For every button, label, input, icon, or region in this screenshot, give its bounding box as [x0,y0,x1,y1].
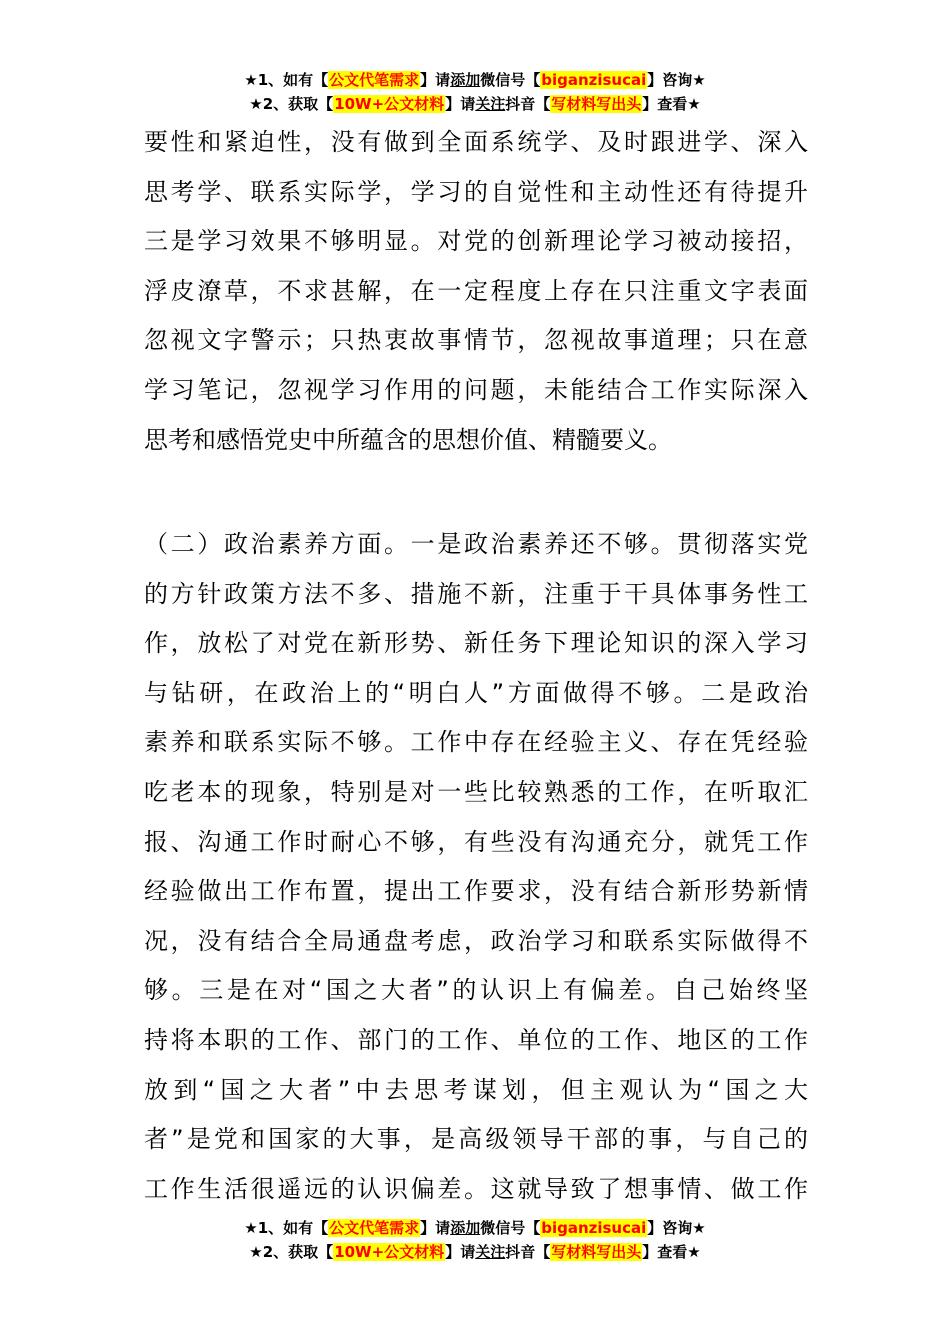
text-line: 学习笔记，忽视学习作用的问题，未能结合工作实际深入 [144,375,808,404]
banner-text: 】查看★ [642,95,701,113]
banner-text: 】请 [445,1243,476,1261]
banner-highlight: 写材料写出头 [551,95,642,113]
banner-highlight: 公文代笔需求 [329,1219,420,1237]
banner-text: 】请 [445,95,476,113]
banner-highlight: biganzisucai [541,71,647,89]
text-line: 工作生活很遥远的认识偏差。这就导致了想事情、做工作 [144,1174,808,1203]
banner-line-1 [0,1216,950,1240]
banner-underlined: 关注 [475,1243,506,1261]
banner-text: 抖音【 [505,95,551,113]
text-line: （二）政治素养方面。一是政治素养还不够。贯彻落实党 [144,530,808,558]
banner-underlined: 添加 [450,1219,481,1237]
text-line: 者”是党和国家的大事，是高级领导干部的事，与自己的 [144,1125,808,1154]
banner-text: ★2、获取【 [249,1243,334,1261]
banner-highlight: 10W+公文材料 [334,1243,445,1261]
text-line: 持将本职的工作、部门的工作、单位的工作、地区的工作 [144,1025,808,1054]
text-line: 的方针政策方法不多、措施不新，注重于干具体事务性工 [144,579,808,608]
banner-underlined: 添加 [450,71,481,89]
banner-text: 】咨询★ [647,1219,706,1237]
text-line: 作，放松了对党在新形势、新任务下理论知识的深入学习 [144,629,808,658]
banner-text: 抖音【 [505,1243,551,1261]
footer-banner [0,1216,950,1264]
text-line: 经验做出工作布置，提出工作要求，没有结合新形势新情 [144,877,808,906]
text-line: 够。三是在对“国之大者”的认识上有偏差。自己始终坚 [144,976,808,1005]
text-line: 浮皮潦草，不求甚解，在一定程度上存在只注重文字表面 [144,276,808,305]
banner-text: 微信号【 [480,71,541,89]
text-line: 放到“国之大者”中去思考谋划，但主观认为“国之大 [144,1075,808,1104]
banner-line-1 [0,68,950,92]
header-banner [0,68,950,116]
paragraph-study [144,118,808,465]
text-line: 报、沟通工作时耐心不够，有些没有沟通充分，就凭工作 [144,827,808,856]
banner-line-2 [0,1240,950,1264]
banner-text: ★1、如有【 [244,1219,329,1237]
banner-text: 】查看★ [642,1243,701,1261]
text-line: 忽视文字警示；只热衷故事情节，忽视故事道理；只在意 [144,326,808,355]
banner-text: ★2、获取【 [249,95,334,113]
text-line: 三是学习效果不够明显。对党的创新理论学习被动接招， [144,227,808,256]
banner-text: 】请 [420,1219,451,1237]
text-line: 与钻研，在政治上的“明白人”方面做得不够。二是政治 [144,678,808,707]
banner-highlight: biganzisucai [541,1219,647,1237]
banner-text: 】请 [420,71,451,89]
text-line: 况，没有结合全局通盘考虑，政治学习和联系实际做得不 [144,926,808,955]
banner-text: 微信号【 [480,1219,541,1237]
banner-highlight: 写材料写出头 [551,1243,642,1261]
banner-text: 】咨询★ [647,71,706,89]
paragraph-political-literacy [144,520,808,1214]
banner-highlight: 公文代笔需求 [329,71,420,89]
text-line: 吃老本的现象，特别是对一些比较熟悉的工作，在听取汇 [144,777,808,806]
banner-underlined: 关注 [475,95,506,113]
text-line: 素养和联系实际不够。工作中存在经验主义、存在凭经验 [144,728,808,757]
banner-text: ★1、如有【 [244,71,329,89]
text-line: 思考学、联系实际学，学习的自觉性和主动性还有待提升 [144,177,808,206]
text-line: 要性和紧迫性，没有做到全面系统学、及时跟进学、深入 [144,128,808,156]
banner-highlight: 10W+公文材料 [334,95,445,113]
banner-line-2 [0,92,950,116]
text-line: 思考和感悟党史中所蕴含的思想价值、精髓要义。 [144,425,672,454]
